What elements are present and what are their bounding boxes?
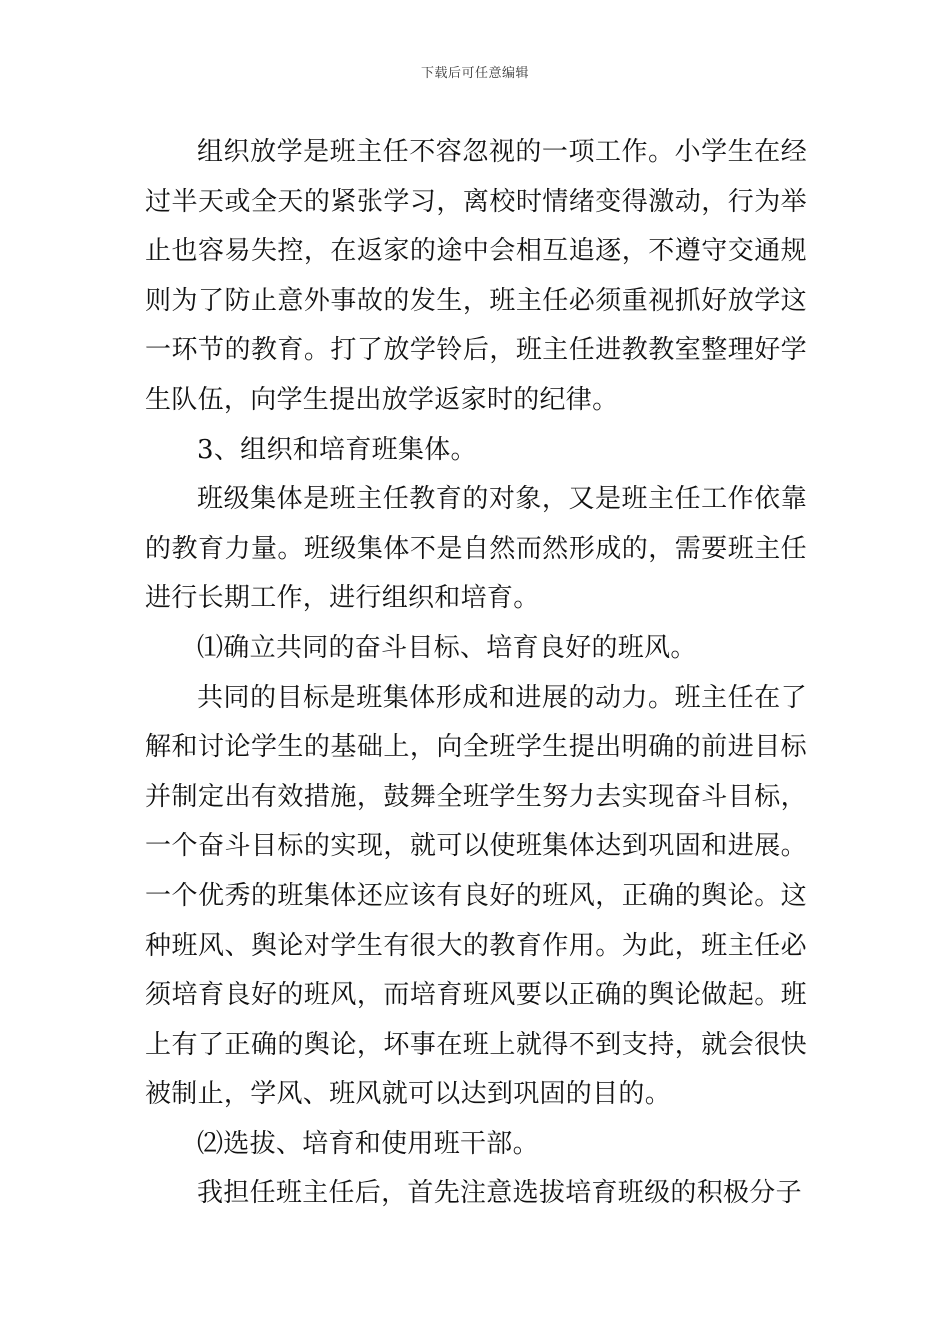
page-header: 下载后可任意编辑 — [420, 66, 529, 81]
subheading-class-cadres: ⑵选拔、培育和使用班干部。 — [197, 1128, 539, 1159]
section-heading-class-collective: 3、组织和培育班集体。 — [197, 434, 477, 465]
paragraph-common-goal: 共同的目标是班集体形成和进展的动力。班主任在了解和讨论学生的基础上，向全班学生提出明确的前进目标并制定出有效措施，鼓舞全班学生努力去实现奋斗目标，一个奋斗目标的实现，就可以使班集体达到巩固和进展。一个优秀的班集体还应该有良好的班风，正确的舆论。这种班风、舆论对学生有很大的教育作用。为此，班主任必须培育良好的班风，而培育班风要以正确的舆论做起。班上有了正确的舆论，坏事在班上就得不到支持，就会很快被制止，学风、班风就可以达到巩固的目的。 — [145, 682, 807, 1110]
paragraph-class-cadres: 我担任班主任后，首先注意选拔培育班级的积极分子 — [197, 1178, 802, 1209]
paragraph-class-collective: 班级集体是班主任教育的对象，又是班主任工作依靠的教育力量。班级集体不是自然而然形成的，需要班主任进行长期工作，进行组织和培育。 — [145, 484, 807, 614]
paragraph-dismissal: 组织放学是班主任不容忽视的一项工作。小学生在经过半天或全天的紧张学习，离校时情绪变得激动，行为举止也容易失控，在返家的途中会相互追逐，不遵守交通规则为了防止意外事故的发生，班主任必须重视抓好放学这一环节的教育。打了放学铃后，班主任进教教室整理好学生队伍，向学生提出放学返家时的纪律。 — [145, 137, 807, 415]
document-body — [145, 128, 807, 1219]
subheading-common-goal: ⑴确立共同的奋斗目标、培育良好的班风。 — [197, 632, 697, 663]
